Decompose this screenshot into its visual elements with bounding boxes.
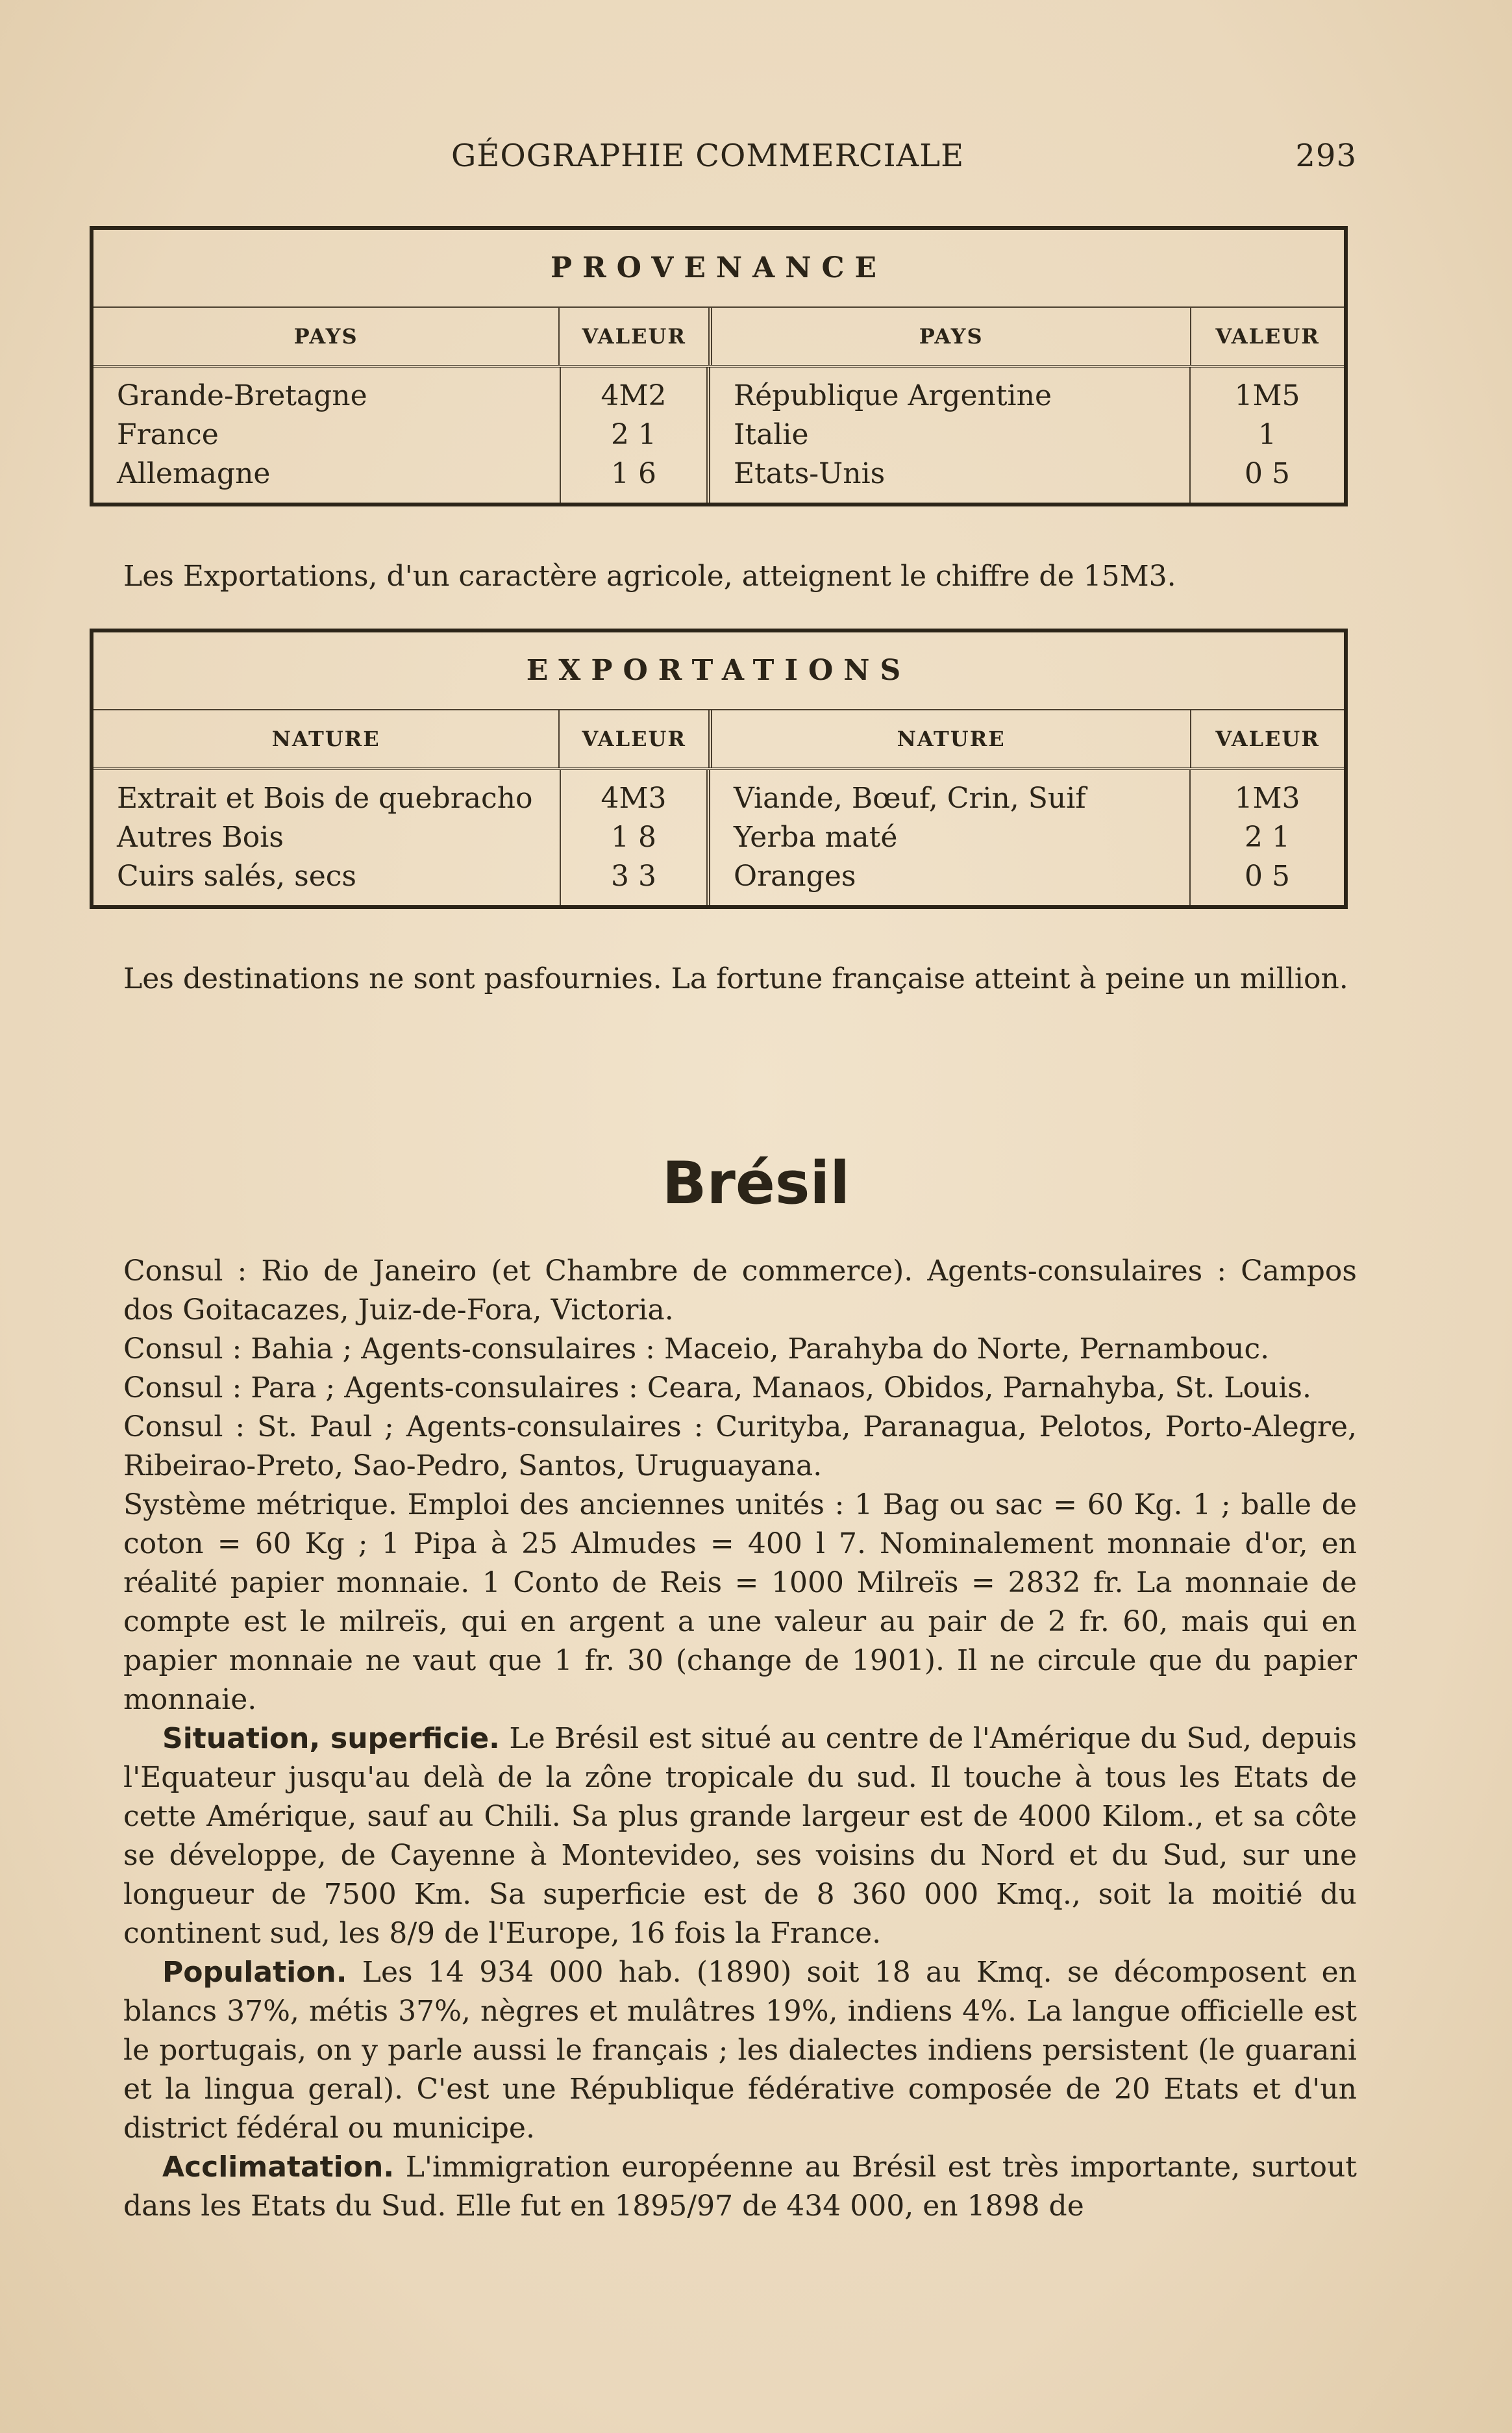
situation-paragraph xyxy=(123,1719,1357,1953)
table-cell: 4M3 xyxy=(601,782,667,815)
provenance-body xyxy=(93,368,1344,503)
acclimatation-text: L'immigration européenne au Brésil est très importante, surtout dans les Etats du Sud. Elle fut en 1895/97 de 434 000, en 1898 de xyxy=(123,2151,1357,2223)
table-cell: Autres Bois xyxy=(117,821,284,854)
col-header-nature-2: NATURE xyxy=(712,710,1191,767)
table-cell: 1M3 xyxy=(1234,782,1300,815)
provenance-caption: PROVENANCE xyxy=(93,230,1344,308)
consul-paragraph: Consul : Rio de Janeiro (et Chambre de commerce). Agents-consulaires : Campos dos Goitacazes, Juiz-de-Fora, Victoria. xyxy=(123,1254,1357,1327)
population-paragraph xyxy=(123,1953,1357,2148)
acclimatation-label: Acclimatation. xyxy=(162,2151,395,2184)
table-cell: 4M2 xyxy=(601,379,667,412)
col-header-valeur-2: VALEUR xyxy=(1215,727,1320,751)
col-header-valeur: VALEUR xyxy=(560,308,712,365)
table-cell: Allemagne xyxy=(117,457,271,490)
consul-paragraph: Consul : Para ; Agents-consulaires : Ceara, Manaos, Obidos, Parnahyba, St. Louis. xyxy=(123,1371,1311,1404)
table-cell: République Argentine xyxy=(734,379,1052,412)
exportations-table xyxy=(90,629,1348,909)
table-cell: 3 3 xyxy=(611,860,656,893)
body-text xyxy=(123,1252,1357,2226)
situation-text: Le Brésil est situé au centre de l'Amérique du Sud, depuis l'Equateur jusqu'au delà de la zône tropicale du sud. Il touche à tous les Etats de cette Amérique, sauf au Chili. Sa plus grande largeur est de 4000 Kilom., et sa côte se développe, de Cayenne à Montevideo, ses voisins du Nord et du Sud, sur une longueur de 7500 Km. Sa superficie est de 8 360 000 Kmq., soit la moitié du continent sud, les 8/9 de l'Europe, 16 fois la France. xyxy=(123,1722,1357,1950)
table-cell: Extrait et Bois de quebracho xyxy=(117,782,533,815)
left-country-column xyxy=(93,368,561,503)
col-header-valeur: VALEUR xyxy=(560,710,712,767)
exportations-header-row xyxy=(93,710,1344,770)
left-value-column xyxy=(561,368,710,503)
table-cell: France xyxy=(117,418,219,451)
exportations-caption: EXPORTATIONS xyxy=(93,632,1344,710)
table-cell: 1 8 xyxy=(611,821,656,854)
exportations-body xyxy=(93,770,1344,905)
provenance-header-row xyxy=(93,308,1344,368)
right-country-column xyxy=(710,368,1191,503)
left-nature-column xyxy=(93,770,561,905)
left-value-column xyxy=(561,770,710,905)
table-cell: 1M5 xyxy=(1234,379,1300,412)
right-value-column xyxy=(1191,770,1344,905)
col-header-nature: NATURE xyxy=(93,710,560,767)
col-header-pays-2: PAYS xyxy=(712,308,1191,365)
situation-label: Situation, superficie. xyxy=(162,1722,500,1755)
table-cell: 1 6 xyxy=(611,457,656,490)
destinations-sentence: Les destinations ne sont pasfournies. La fortune française atteint à peine un million. xyxy=(123,962,1348,995)
consul-paragraph: Consul : St. Paul ; Agents-consulaires : Curityba, Paranagua, Pelotos, Porto-Alegre, Ribeirao-Preto, Sao-Pedro, Santos, Uruguayana. xyxy=(123,1410,1357,1482)
header-title: GÉOGRAPHIE COMMERCIALE xyxy=(451,138,965,174)
col-header-valeur-2: VALEUR xyxy=(1215,324,1320,349)
population-label: Population. xyxy=(162,1956,347,1989)
population-text: Les 14 934 000 hab. (1890) soit 18 au Kmq. se décomposent en blancs 37%, métis 37%, nègres et mulâtres 19%, indiens 4%. La langue officielle est le portugais, on y parle aussi le français ; les dialectes indiens persistent (le guarani et la lingua geral). C'est une République fédérative composée de 20 Etats et d'un district fédéral ou municipe. xyxy=(123,1956,1357,2145)
table-cell: Cuirs salés, secs xyxy=(117,860,356,893)
table-cell: Yerba maté xyxy=(734,821,898,854)
table-cell: 1 xyxy=(1258,418,1276,451)
table-cell: 0 5 xyxy=(1245,457,1290,490)
table-cell: 2 1 xyxy=(611,418,656,451)
section-title: Brésil xyxy=(662,1149,850,1217)
table-cell: Viande, Bœuf, Crin, Suif xyxy=(734,782,1086,815)
exports-sentence: Les Exportations, d'un caractère agricole, atteignent le chiffre de 15M3. xyxy=(123,560,1176,593)
consul-paragraph: Consul : Bahia ; Agents-consulaires : Maceio, Parahyba do Norte, Pernambouc. xyxy=(123,1332,1270,1366)
right-value-column xyxy=(1191,368,1344,503)
provenance-table xyxy=(90,226,1348,506)
acclimatation-paragraph xyxy=(123,2148,1357,2226)
table-cell: Grande-Bretagne xyxy=(117,379,367,412)
systeme-paragraph: Système métrique. Emploi des anciennes unités : 1 Bag ou sac = 60 Kg. 1 ; balle de coton = 60 Kg ; 1 Pipa à 25 Almudes = 400 l 7. Nominalement monnaie d'or, en réalité papier monnaie. 1 Conto de Reis = 1000 Milreïs = 2832 fr. La monnaie de compte est le milreïs, qui en argent a une valeur au pair de 2 fr. 60, mais qui en papier monnaie ne vaut que 1 fr. 30 (change de 1901). Il ne circule que du papier monnaie. xyxy=(123,1488,1357,1716)
right-nature-column xyxy=(710,770,1191,905)
table-cell: Oranges xyxy=(734,860,856,893)
table-cell: 2 1 xyxy=(1245,821,1290,854)
table-cell: Italie xyxy=(734,418,809,451)
table-cell: Etats-Unis xyxy=(734,457,886,490)
col-header-pays: PAYS xyxy=(93,308,560,365)
page-number: 293 xyxy=(1295,138,1357,174)
table-cell: 0 5 xyxy=(1245,860,1290,893)
